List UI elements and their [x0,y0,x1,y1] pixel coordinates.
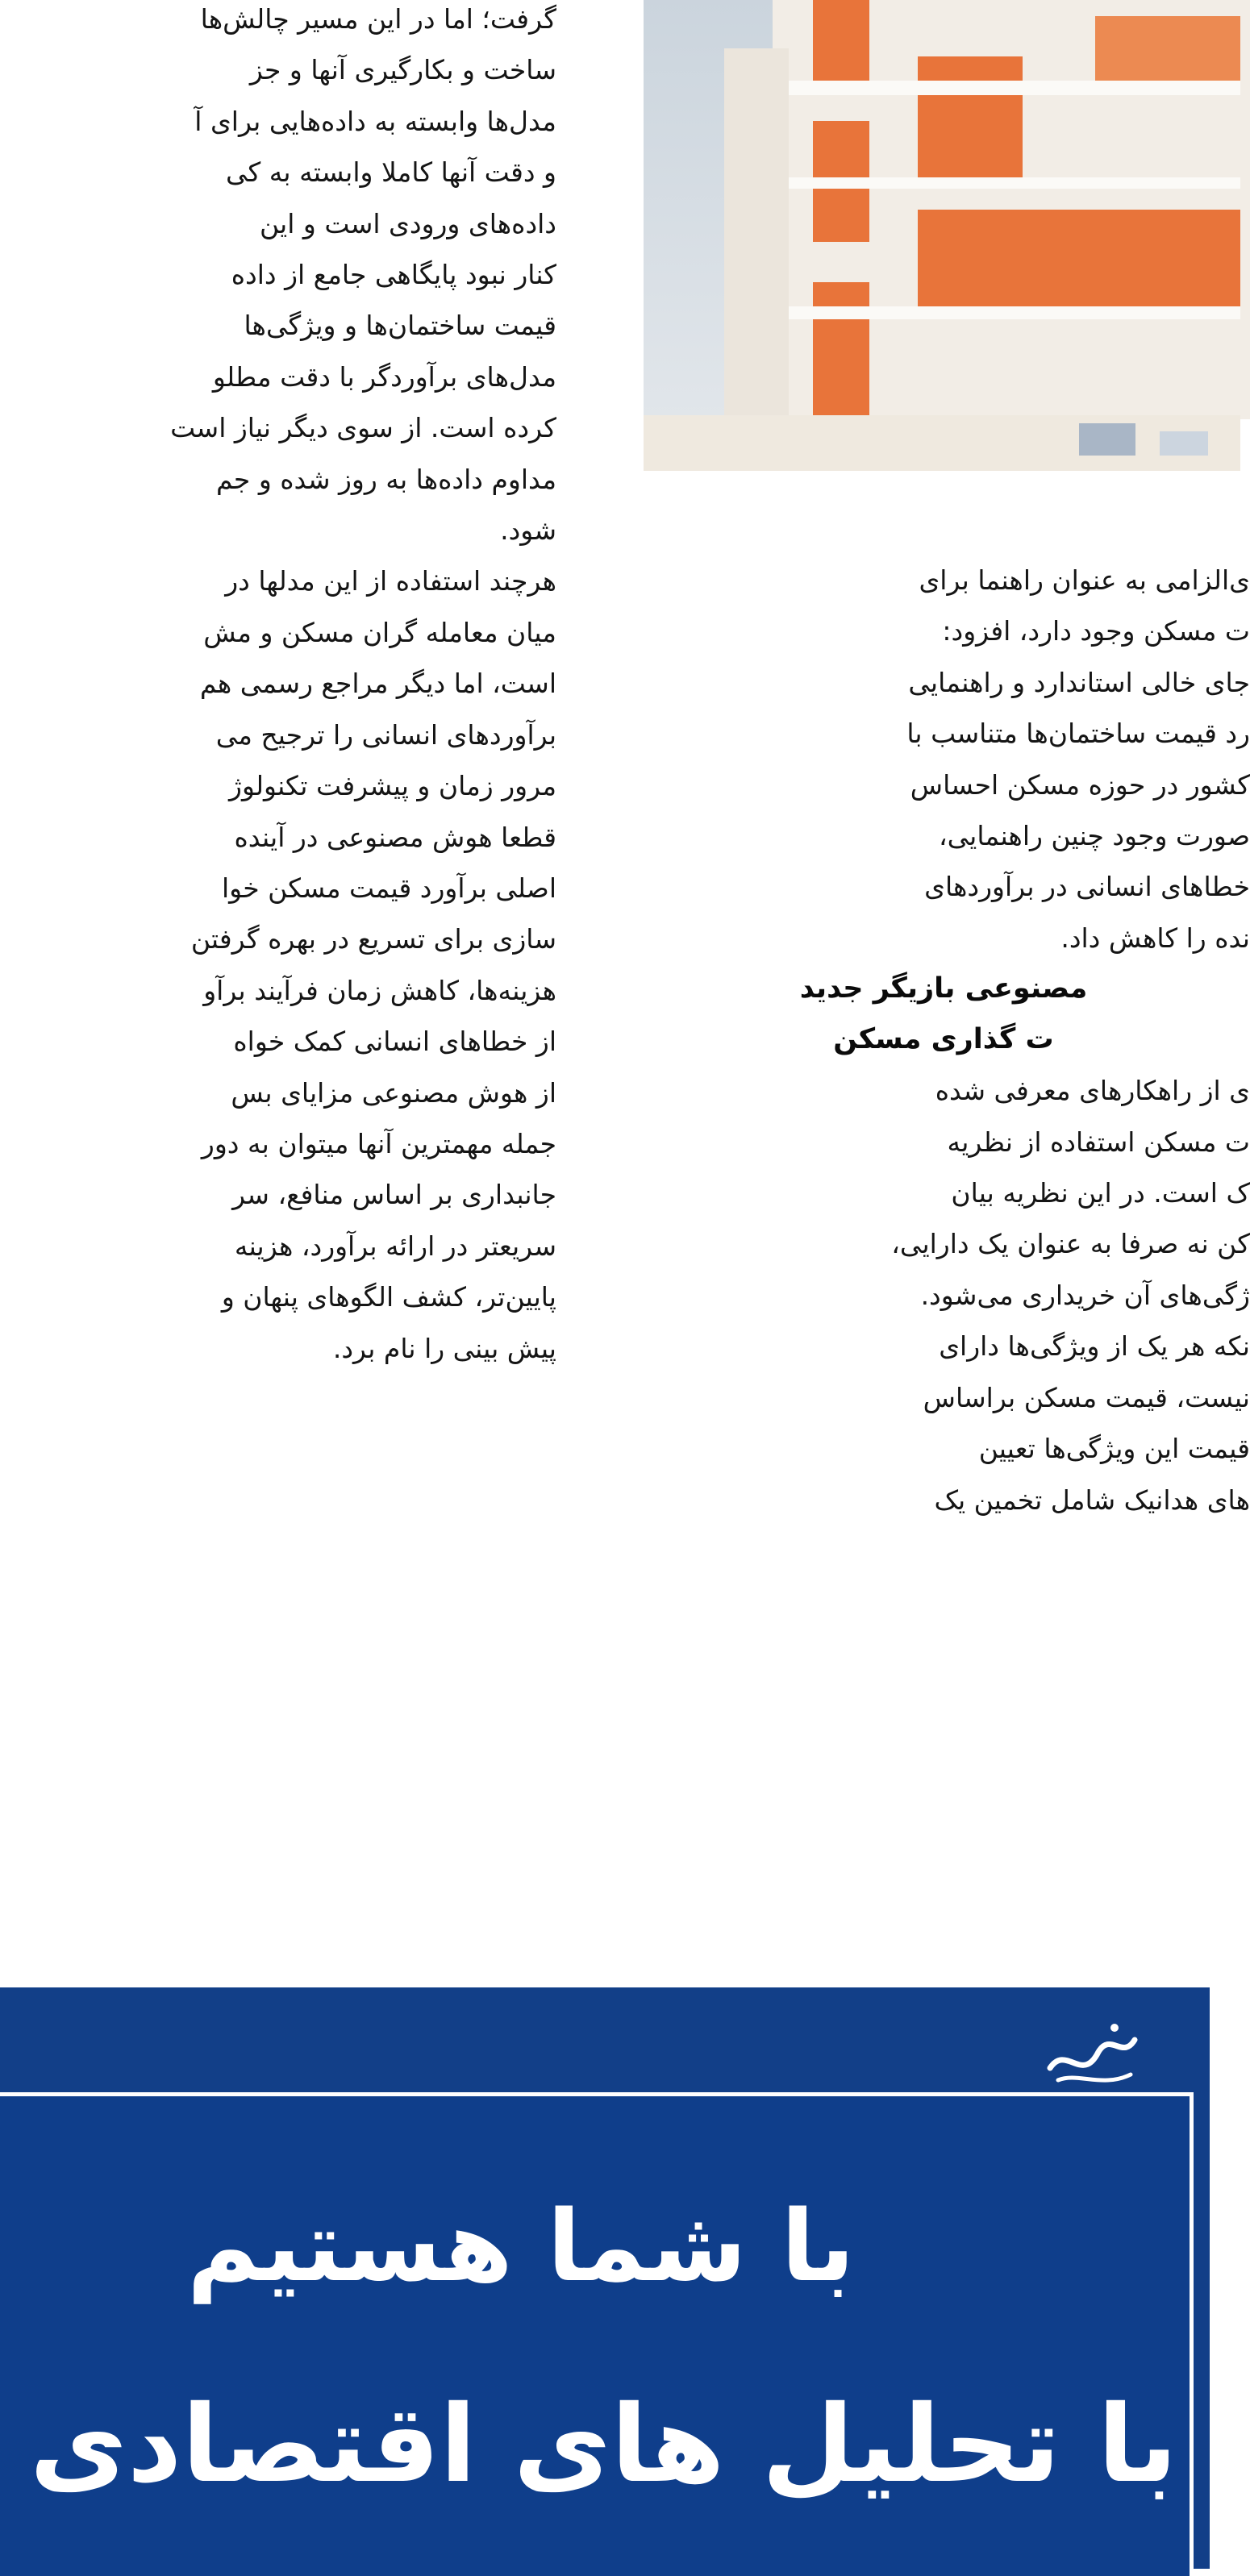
article-line: رد قیمت ساختمان‌ها متناسب با [906,718,1250,750]
right-column-top-text [637,555,1250,963]
article-line: مدل‌ها وابسته به داده‌هایی برای آ [194,105,556,137]
article-line: نکه هر یک از ویژگی‌ها دارای [939,1330,1250,1363]
article-line: داده‌های ورودی است و این [259,207,556,239]
article-line: های هدانیک شامل تخمین یک [934,1484,1250,1516]
article-line: جمله مهمترین آنها میتوان به دور [201,1127,556,1159]
article-line: پیش بینی را نام برد. [332,1332,556,1364]
section-subheading [637,963,1250,1065]
article-line: سریعتر در ارائه برآورد، هزینه [234,1230,556,1262]
article-line: هزینه‌ها، کاهش زمان فرآیند برآو [203,974,556,1006]
article-line: کنار نبود پایگاهی جامع از داده [231,259,556,291]
article-line: شود. [500,514,556,547]
article-line: قیمت ساختمان‌ها و ویژگی‌ها [244,310,556,342]
article-line: است، اما دیگر مراجع رسمی هم [199,668,556,700]
article-line: ساخت و بکارگیری آنها و جز [249,54,556,86]
promo-banner [0,1987,1210,2569]
article-line: صورت وجود چنین راهنمایی، [939,820,1250,852]
article-line: جانبداری بر اساس منافع، سر [232,1179,556,1211]
article-line: ت مسکن وجود دارد، افزود: [942,615,1250,647]
article-line: ژگی‌های آن خریداری می‌شود. [920,1279,1250,1311]
article-column-right [637,555,1250,1525]
building-photo-graphic [644,0,1240,471]
subheading-line-1: مصنوعی بازیگر جدید [799,972,1088,1005]
article-line: کرده است. از سوی دیگر نیاز است [170,412,556,444]
article-line: اصلی برآورد قیمت مسکن خوا [222,872,556,904]
article-line: از هوش مصنوعی مزایای بس [231,1076,556,1109]
article-line: نیست، قیمت مسکن براساس [923,1381,1250,1413]
article-line: قطعا هوش مصنوعی در آینده [234,821,556,853]
article-line: و دقت آنها کاملا وابسته به کی [226,156,556,189]
banner-headline-1: با شما هستیم [186,2189,855,2303]
article-line: نده را کاهش داد. [1060,922,1250,954]
article-line: پایین‌تر، کشف الگوهای پنهان و [221,1281,556,1313]
sarāmad-logo [1034,2012,1147,2100]
article-line: ی‌الزامی به عنوان راهنما برای [919,564,1250,596]
article-line: ک است. در این نظریه بیان [951,1177,1250,1209]
article-line: سازی برای تسریع در بهره گرفتن [190,923,556,955]
right-column-bottom-text [637,1065,1250,1525]
article-line: گرفت؛ اما در این مسیر چالش‌ها [200,3,556,35]
article-line: جای خالی استاندارد و راهنمایی [908,666,1250,698]
article-line: برآوردهای انسانی را ترجیح می [215,718,556,751]
subheading-line-2: ت گذاری مسکن [833,1023,1054,1056]
building-photo [644,0,1240,471]
article-line: کشور در حوزه مسکن احساس [910,768,1250,801]
article-line: ی از راهکارهای معرفی شده [935,1075,1250,1107]
logo-icon [1034,2012,1147,2100]
article-line: مداوم داده‌ها به روز شده و جم [215,463,556,495]
article-line: ت مسکن استفاده از نظریه [947,1126,1250,1158]
article-line: از خطاهای انسانی کمک خواه [233,1026,556,1058]
article-line: مدل‌های برآوردگر با دقت مطلو [212,360,556,393]
banner-headline-2: با تحلیل های اقتصادی [29,2382,1177,2507]
article-column-left [0,0,556,1912]
article-line: هرچند استفاده از این مدلها در [225,565,556,597]
article-line: مرور زمان و پیشرفت تکنولوژ [229,770,556,802]
article-line: قیمت این ویژگی‌ها تعیین [978,1433,1250,1465]
article-line: کن نه صرفا به عنوان یک دارایی، [891,1228,1250,1260]
article-line: خطاهای انسانی در برآوردهای [924,871,1250,903]
article-line: میان معامله گران مسکن و مش [203,616,556,648]
